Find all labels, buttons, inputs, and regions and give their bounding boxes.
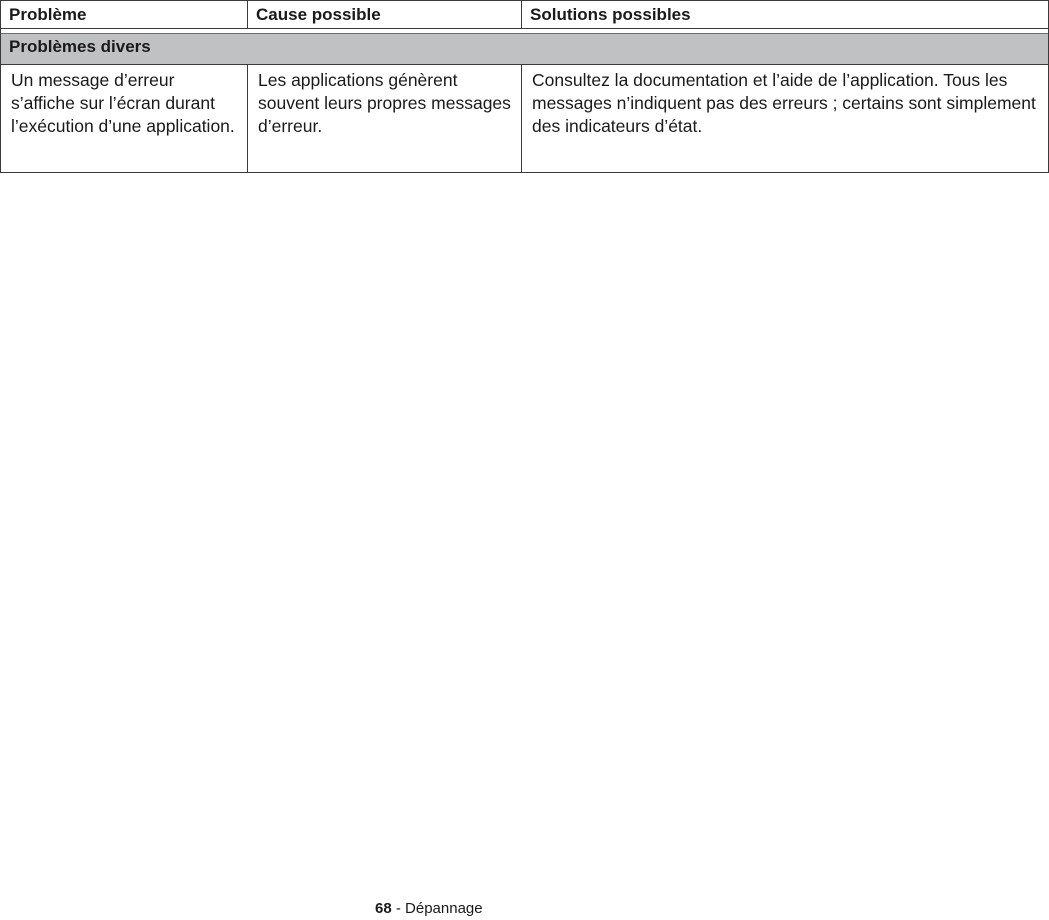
header-cause: Cause possible: [248, 1, 522, 29]
section-title: Problèmes divers: [1, 34, 1049, 65]
troubleshooting-table: [0, 0, 1049, 173]
cell-problem: Un message d’erreur s’affiche sur l’écran durant l’exécution d’une application.: [1, 65, 248, 173]
cell-solution: Consultez la documentation et l’aide de l’application. Tous les messages n’indiquent pas des erreurs ; certains sont simplement des indicateurs d’état.: [522, 65, 1049, 173]
cell-cause: Les applications génèrent souvent leurs propres messages d’erreur.: [248, 65, 522, 173]
header-problem: Problème: [1, 1, 248, 29]
table-header-row: [1, 1, 1049, 29]
table-row: [1, 65, 1049, 173]
section-row: [1, 34, 1049, 65]
page-footer: [375, 899, 483, 919]
footer-section: Dépannage: [405, 900, 483, 917]
footer-separator: -: [391, 900, 406, 917]
header-solution: Solutions possibles: [522, 1, 1049, 29]
page-number: 68: [375, 900, 392, 917]
